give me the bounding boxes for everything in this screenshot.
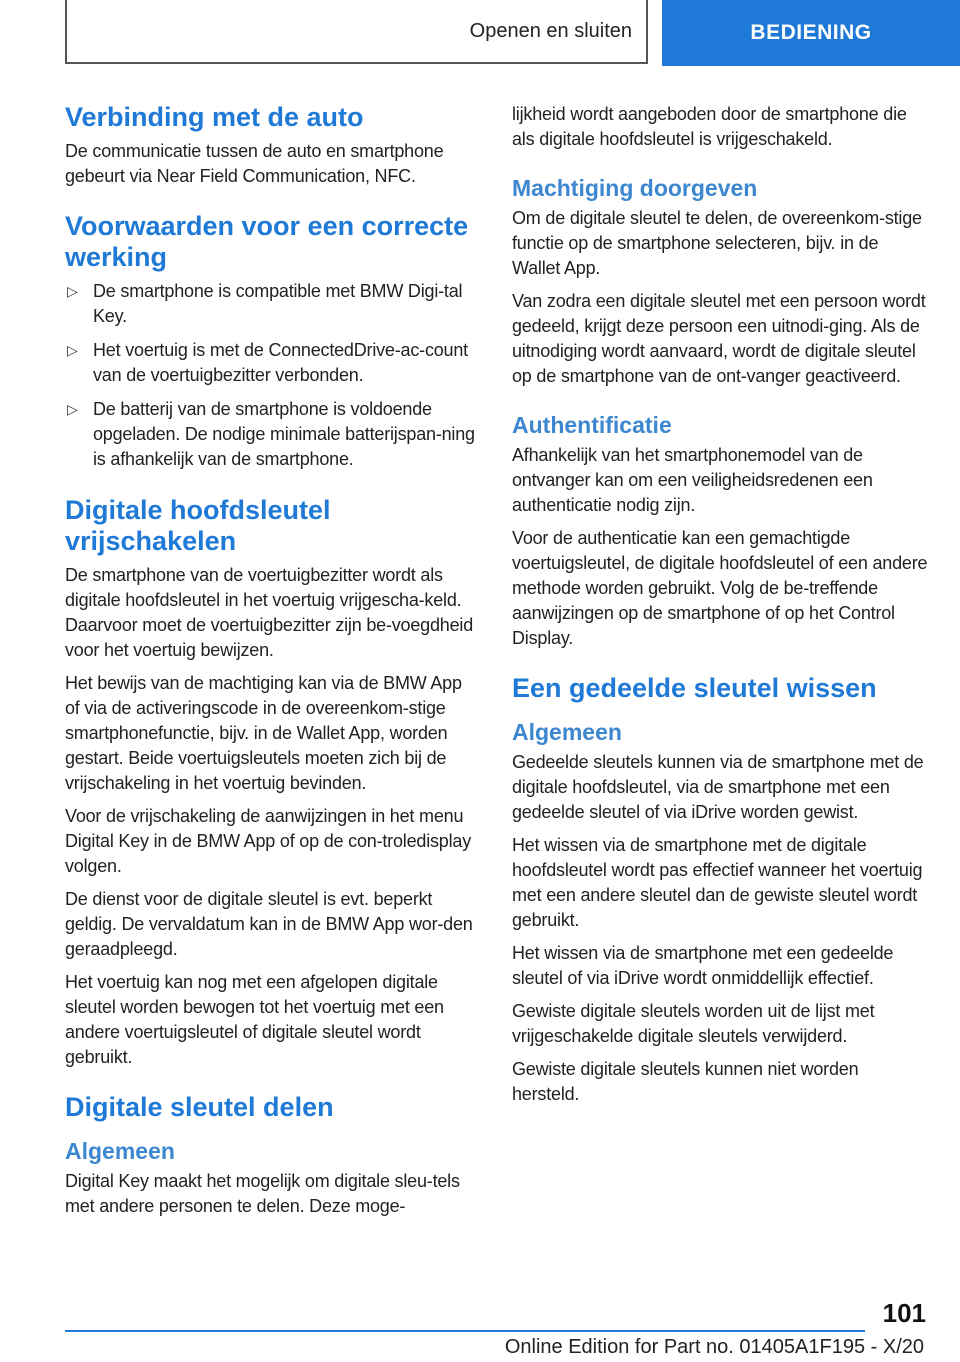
heading-share-key: Digitale sleutel delen bbox=[65, 1092, 334, 1122]
list-item: ▷ De batterij van de smartphone is voldoende opgeladen. De nodige minimale batterijspan-ning is afhankelijk van de smartphone. bbox=[67, 399, 475, 469]
paragraph: Het bewijs van de machtiging kan via de BMW App of via de activeringscode in de overeenkom-stige smartphonefunctie, bijv. in de Wallet App, worden gestart. Beide voertuigsleutels moeten zich bij de vrijschakeling in het voertuig bevinden. bbox=[65, 673, 462, 793]
list-item: ▷ De smartphone is compatible met BMW Digi-tal Key. bbox=[67, 281, 463, 326]
section-title: Openen en sluiten bbox=[469, 19, 632, 42]
subheading-pass-authorization: Machtiging doorgeven bbox=[512, 175, 758, 201]
paragraph: Van zodra een digitale sleutel met een persoon wordt gedeeld, krijgt deze persoon een uitnodi-ging. Als de uitnodiging wordt aanvaard, wordt de digitale sleutel op de smartphone van de ont-vanger geactiveerd. bbox=[512, 291, 926, 386]
paragraph: De communicatie tussen de auto en smartphone gebeurt via Near Field Communication, NFC. bbox=[65, 141, 444, 186]
heading-connection: Verbinding met de auto bbox=[65, 102, 364, 132]
heading-delete-shared-key: Een gedeelde sleutel wissen bbox=[512, 673, 877, 703]
paragraph: Voor de vrijschakeling de aanwijzingen in het menu Digital Key in de BMW App of op de con-troledisplay volgen. bbox=[65, 806, 472, 876]
subheading-general: Algemeen bbox=[512, 719, 622, 745]
paragraph: lijkheid wordt aangeboden door de smartphone die als digitale hoofdsleutel is vrijgeschakeld. bbox=[512, 104, 907, 149]
list-item: ▷ Het voertuig is met de ConnectedDrive-ac-count van de voertuigbezitter verbonden. bbox=[67, 340, 468, 385]
paragraph: Het wissen via de smartphone met de digitale hoofdsleutel wordt pas effectief wanneer het voertuig met een andere sleutel dan de gewiste sleutel wordt gebruikt. bbox=[512, 835, 923, 930]
paragraph: Het wissen via de smartphone met een gedeelde sleutel of via iDrive wordt onmiddellijk effectief. bbox=[512, 943, 894, 988]
triangle-bullet-icon: ▷ bbox=[67, 342, 78, 358]
subheading-general: Algemeen bbox=[65, 1138, 175, 1164]
subheading-authentication: Authentificatie bbox=[512, 412, 672, 438]
paragraph: Het voertuig kan nog met een afgelopen digitale sleutel worden bewogen tot het voertuig met een andere voertuigsleutel of digitale sleutel wordt gebruikt. bbox=[65, 972, 444, 1067]
paragraph: Digital Key maakt het mogelijk om digitale sleu-tels met andere personen te delen. Deze moge- bbox=[65, 1171, 460, 1216]
paragraph: Gewiste digitale sleutels kunnen niet worden hersteld. bbox=[512, 1059, 859, 1104]
chapter-title: BEDIENING bbox=[750, 21, 872, 44]
paragraph: De smartphone van de voertuigbezitter wordt als digitale hoofdsleutel in het voertuig vrijgescha-keld. Daarvoor moet de voertuigbezitter zijn be-voegdheid voor het voertuig bewijzen. bbox=[65, 565, 474, 660]
running-header-section bbox=[65, 0, 648, 64]
paragraph: Gewiste digitale sleutels worden uit de lijst met vrijgeschakelde digitale sleutels verwijderd. bbox=[512, 1001, 875, 1046]
paragraph: Afhankelijk van het smartphonemodel van de ontvanger kan om een veiligheidsredenen een authenticatie nodig zijn. bbox=[512, 445, 873, 515]
paragraph: Om de digitale sleutel te delen, de overeenkom-stige functie op de smartphone selecteren, bijv. in de Wallet App. bbox=[512, 208, 922, 278]
right-column bbox=[512, 102, 930, 1115]
paragraph: De dienst voor de digitale sleutel is evt. beperkt geldig. De vervaldatum kan in de BMW App wor-den geraadpleegd. bbox=[65, 889, 473, 959]
heading-requirements: Voorwaarden voor een correcte werking bbox=[65, 211, 469, 272]
heading-unlock-master-key: Digitale hoofdsleutel vrijschakelen bbox=[65, 495, 331, 556]
chapter-tab bbox=[662, 0, 960, 66]
triangle-bullet-icon: ▷ bbox=[67, 283, 78, 299]
requirements-list bbox=[65, 279, 481, 472]
left-column bbox=[65, 102, 481, 1227]
paragraph: Voor de authenticatie kan een gemachtigde voertuigsleutel, de digitale hoofdsleutel of een andere methode worden gebruikt. Volg de be-treffende aanwijzingen op de smartphone of op het Control Display. bbox=[512, 528, 928, 648]
paragraph: Gedeelde sleutels kunnen via de smartphone met de digitale hoofdsleutel, via de smartphone met een gedeelde sleutel of via iDrive worden gewist. bbox=[512, 752, 924, 822]
footer-edition: Online Edition for Part no. 01405A1F195 - X/20 bbox=[504, 1336, 924, 1358]
footer-divider bbox=[65, 1330, 865, 1332]
triangle-bullet-icon: ▷ bbox=[67, 401, 78, 417]
page-number: 101 bbox=[882, 1298, 926, 1328]
